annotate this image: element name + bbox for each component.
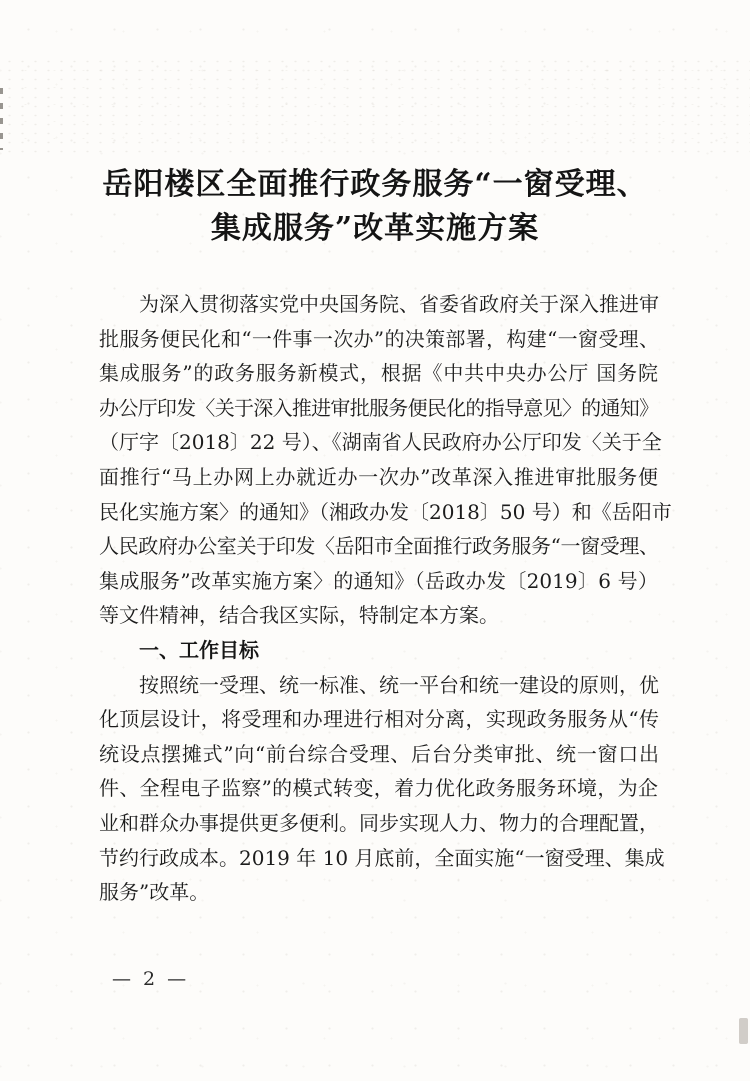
section1-line: 节约行政成本。2019 年 10 月底前，全面实施“一窗受理、集成	[99, 845, 665, 870]
scan-edge-artifact-left	[0, 88, 3, 150]
document-title-line-2: 集成服务”改革实施方案	[210, 211, 540, 246]
section1-line: 统设点摆摊式”向“前台综合受理、后台分类审批、统一窗口出	[99, 741, 658, 766]
document-title	[75, 163, 675, 251]
section1-line: 服务”改革。	[99, 880, 210, 905]
paragraph1-line: 等文件精神，结合我区实际，特制定本方案。	[99, 603, 499, 628]
section1-line: 按照统一受理、统一标准、统一平台和统一建设的原则，优	[139, 672, 659, 697]
paragraph1-line: 集成服务”改革实施方案〉的通知》（岳政办发〔2019〕6 号）	[99, 568, 658, 593]
document-title-line-1: 岳阳楼区全面推行政务服务“一窗受理、	[102, 167, 648, 202]
scan-noise-band	[0, 55, 750, 155]
section1-line: 化顶层设计，将受理和办理进行相对分离，实现政务服务从“传	[99, 707, 658, 732]
page-number: — 2 —	[112, 968, 190, 990]
paragraph1-line: 面推行“马上办网上办就近办一次办”改革深入推进审批服务便	[99, 464, 658, 489]
scan-edge-artifact-right	[739, 1018, 748, 1044]
section1-line: 件、全程电子监察”的模式转变，着力优化政务服务环境，为企	[99, 776, 658, 801]
paragraph1-line: 办公厅印发〈关于深入推进审批服务便民化的指导意见〉的通知》	[99, 395, 658, 420]
paragraph1-line: 民化实施方案〉的通知》（湘政办发〔2018〕50 号）和《岳阳市	[99, 499, 672, 524]
section1-heading: 一、工作目标	[139, 637, 259, 662]
document-body	[99, 287, 672, 910]
paragraph1-line: （厅字〔2018〕22 号）、《湖南省人民政府办公厅印发〈关于全	[99, 430, 662, 455]
paragraph1-line: 批服务便民化和“一件事一次办”的决策部署，构建“一窗受理、	[99, 326, 658, 351]
paragraph1-line: 人民政府办公室关于印发〈岳阳市全面推行政务服务“一窗受理、	[99, 534, 658, 559]
paragraph1-line: 集成服务”的政务服务新模式，根据《中共中央办公厅 国务院	[99, 361, 658, 386]
section1-line: 业和群众办事提供更多便利。同步实现人力、物力的合理配置，	[99, 810, 659, 835]
paragraph1-line: 为深入贯彻落实党中央国务院、省委省政府关于深入推进审	[139, 292, 659, 316]
